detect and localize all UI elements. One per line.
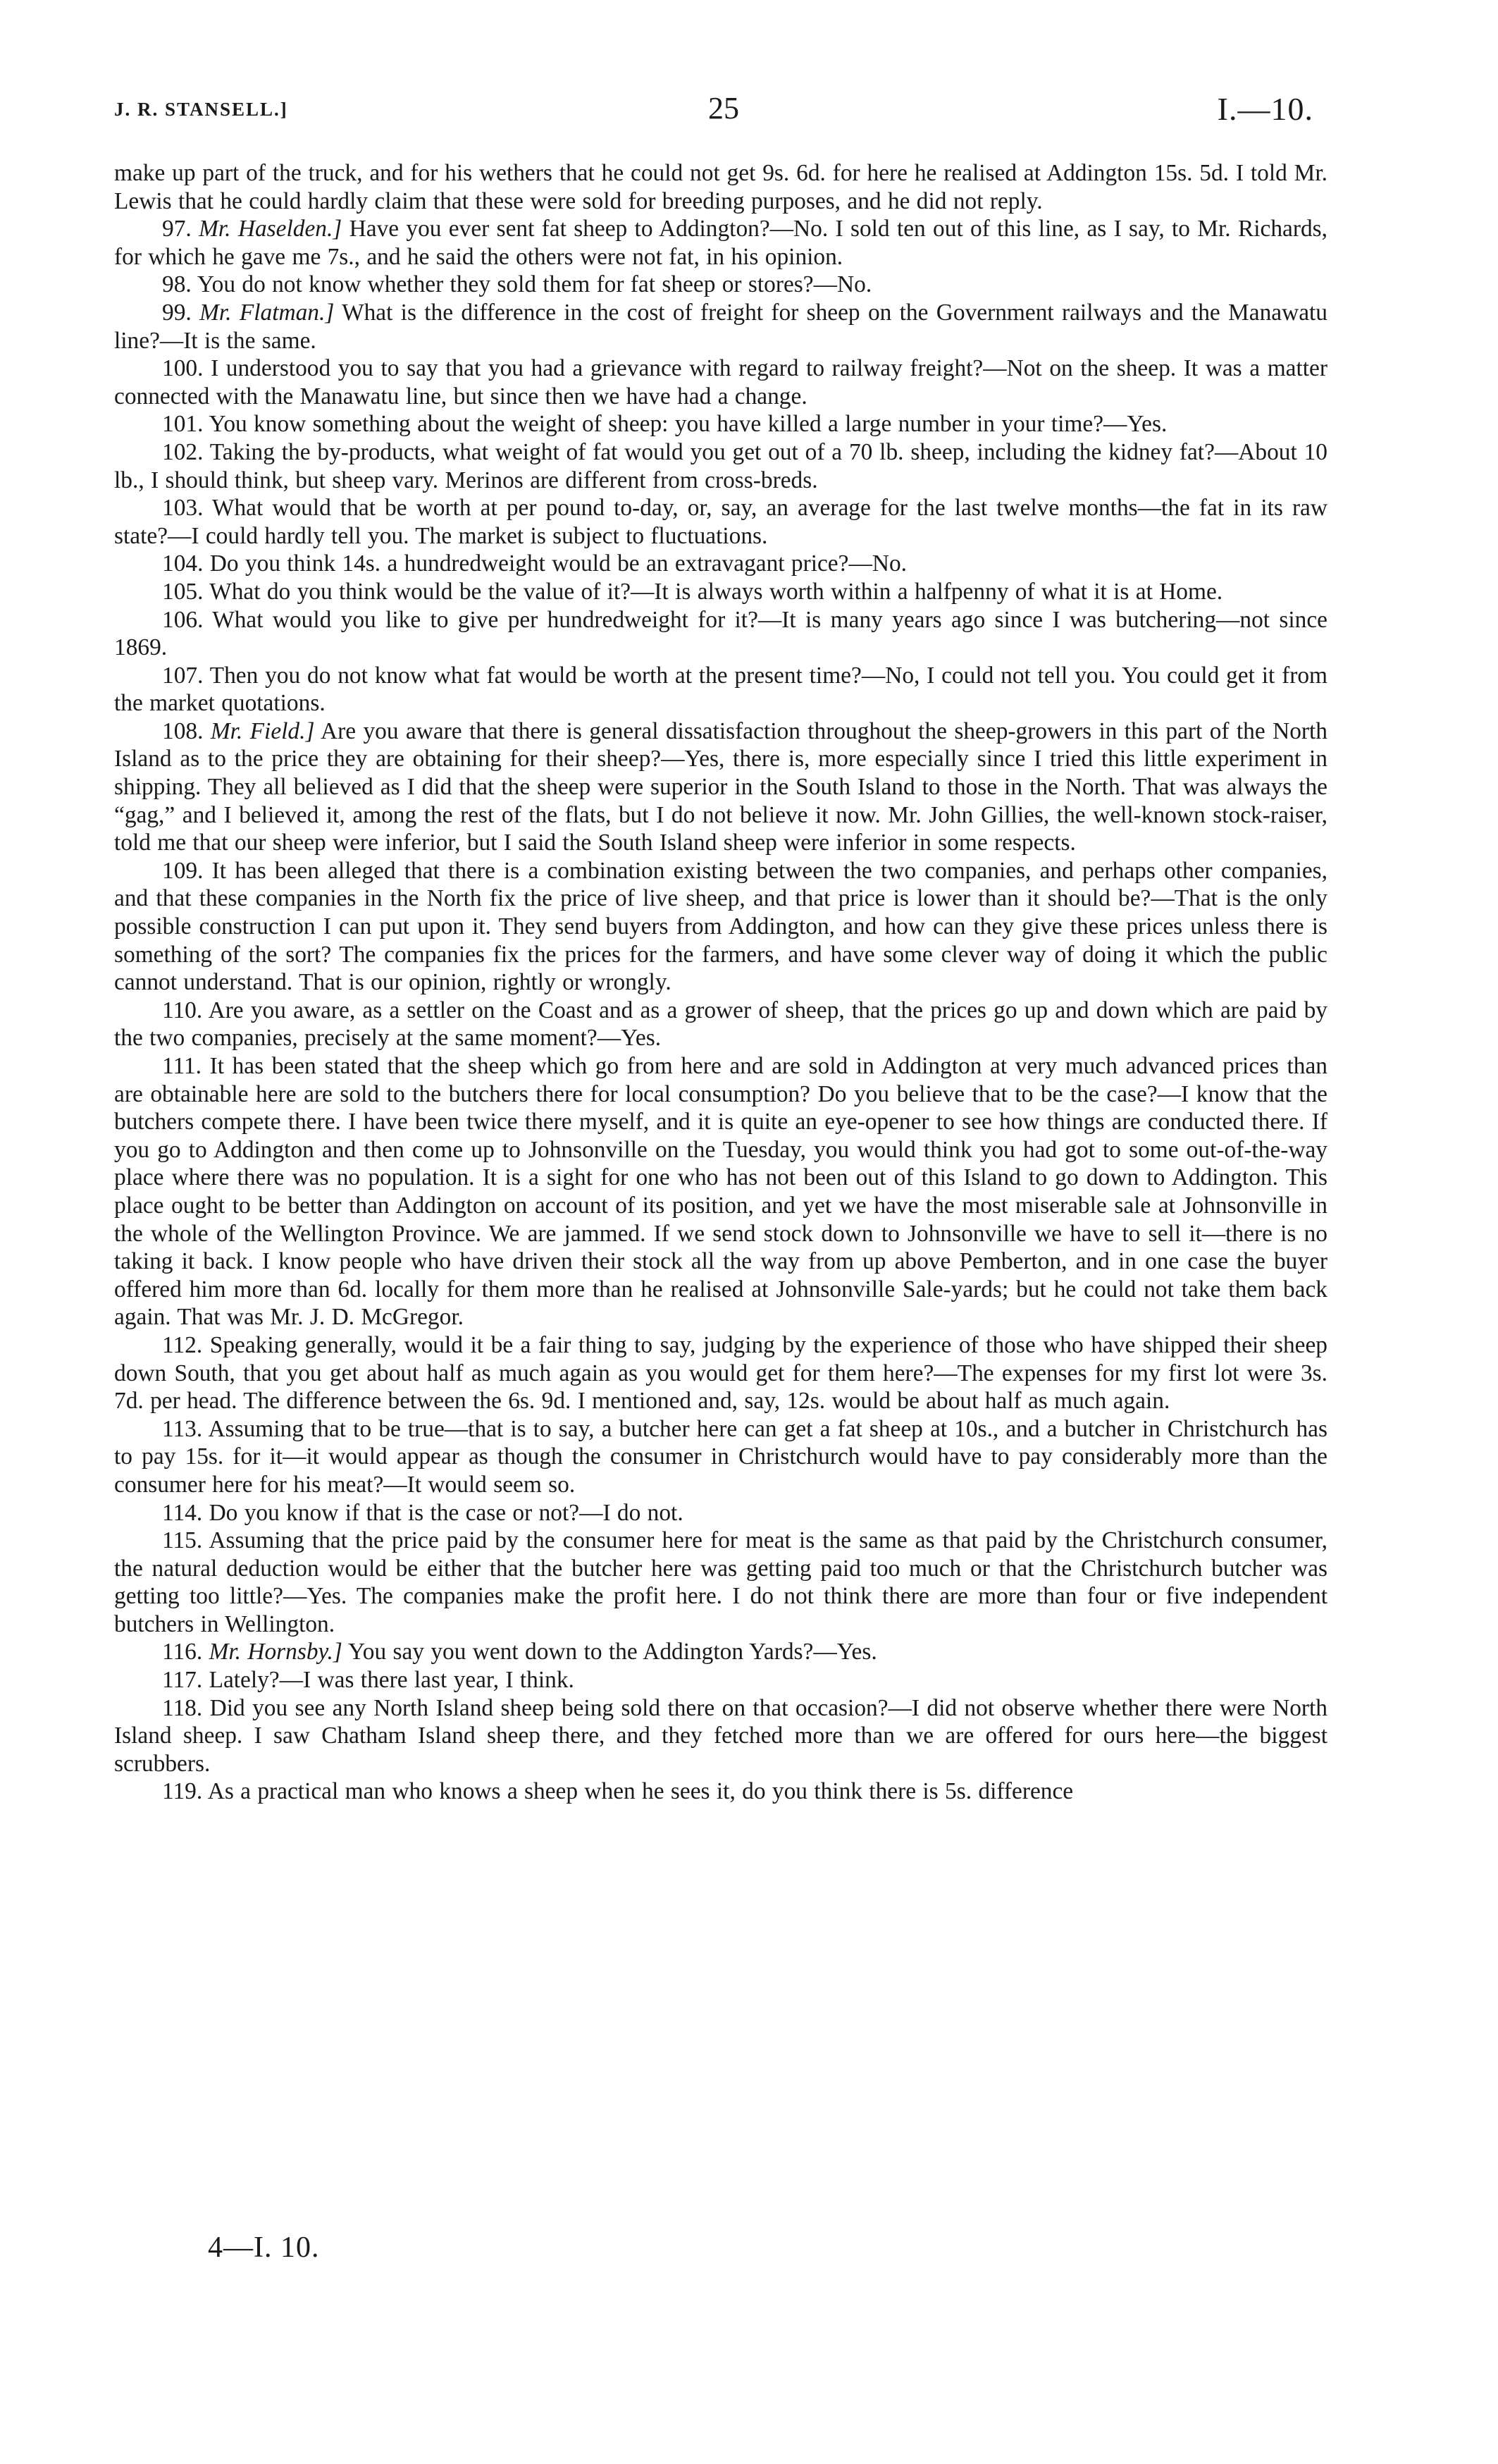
question-number: 105. [162,578,204,605]
testimony-paragraph [114,299,1327,355]
testimony-paragraph [114,438,1327,494]
paragraph-text: You know something about the weight of sheep: you have killed a large number in your time?—Yes. [209,411,1168,438]
testimony-paragraph [114,271,1327,299]
testimony-paragraph [114,1778,1327,1806]
paragraph-text: Do you think 14s. a hundredweight would be an extravagant price?—No. [209,550,907,577]
paragraph-text: Speaking generally, would it be a fair thing to say, judging by the experience of those who have shipped their sheep down South, that you get about half as much again as you would get for them here?—The expenses for my first lot were 3s. 7d. per head. The difference between the 6s. 9d. I mentioned and, say, 12s. would be about half as much again. [114,1331,1327,1415]
question-number: 118. [162,1694,203,1721]
paragraph-text: Did you see any North Island sheep being sold there on that occasion?—I did not observe whether there were North Island sheep. I saw Chatham Island sheep there, and they fetched more than we are offered for ours here—the biggest scrubbers. [114,1694,1328,1777]
question-number: 107. [162,662,204,689]
transcript-body [114,159,1327,1806]
question-number: 112. [162,1331,203,1358]
question-number: 110. [162,997,203,1023]
paragraph-text: make up part of the truck, and for his wethers that he could not get 9s. 6d. for here he realised at Addington 15s. 5d. I told Mr. Lewis that he could hardly claim that these were sold for breeding purposes, and he did not reply. [114,160,1327,214]
question-number: 101. [162,411,204,438]
speaker-name: Mr. Flatman.] [199,299,335,326]
testimony-paragraph [114,662,1327,717]
testimony-paragraph [114,1052,1327,1331]
question-number: 114. [162,1499,203,1526]
paragraph-text: Have you ever sent fat sheep to Addington?—No. I sold ten out of this line, as I say, to Mr. Richards, for which he gave me 7s., and he said the others were not fat, in his opinion. [114,216,1327,270]
testimony-paragraph [114,494,1327,550]
question-number: 102. [162,438,204,465]
testimony-paragraph [114,606,1327,662]
paragraph-text: It has been stated that the sheep which go from here and are sold in Addington at very much advanced prices than are obtainable here are sold to the butchers there for local consumption? Do you believe that to be the case?—I know that the butchers compete there. I have been twice there myself, and it is quite an eye-opener to see how things are conducted there. If you go to Addington and then come up to Johnsonville on the Tuesday, you would think you had got to some out-of-the-way place where there was no population. It is a sight for one who has not been out of this Island to go down to Addington. This place ought to be better than Addington on account of its position, and yet we have the most miserable sale at Johnsonville in the whole of the Wellington Province. We are jammed. If we send stock down to Johnsonville we have to sell it—there is no taking it back. I know people who have driven their stock all the way from up above Pemberton, and in one case the buyer offered him more than 6d. locally for them more than he realised at Johnsonville Sale-yards; but he could not take them back again. That was Mr. J. D. McGregor. [114,1053,1327,1331]
question-number: 109. [162,857,204,884]
testimony-paragraph [114,1415,1327,1499]
testimony-paragraph [114,997,1327,1052]
paragraph-text: What is the difference in the cost of freight for sheep on the Government railways and the Manawatu line?—It is the same. [114,299,1327,354]
question-number: 119. [162,1778,203,1805]
testimony-paragraph [114,159,1327,215]
testimony-paragraph [114,1499,1327,1527]
signature-mark: 4—I. 10. [208,2231,320,2264]
paragraph-text: Are you aware that there is general dissatisfaction throughout the sheep-growers in this part of the North Island as to the price they are obtaining for their sheep?—Yes, there is, more especially since I tried this little experiment in shipping. They all believed as I did that the sheep were superior in the South Island to those in the North. That was always the “gag,” and I believed it, among the rest of the flats, but I do not believe it now. Mr. John Gillies, the well-known stock-raiser, told me that our sheep were inferior, but I said the South Island sheep were inferior in some respects. [114,717,1327,856]
testimony-paragraph [114,355,1327,410]
question-number: 111. [162,1053,202,1079]
paragraph-text: What would you like to give per hundredweight for it?—It is many years ago since I was butchering—not since 1869. [114,606,1327,661]
testimony-paragraph [114,1666,1327,1694]
paragraph-text: As a practical man who knows a sheep when he sees it, do you think there is 5s. difference [207,1778,1074,1805]
question-number: 104. [162,550,204,577]
paragraph-text: You do not know whether they sold them for fat sheep or stores?—No. [197,271,872,298]
question-number: 97. [162,216,192,242]
testimony-paragraph [114,1527,1327,1638]
question-number: 99. [162,299,192,326]
question-number: 98. [162,271,192,298]
paragraph-text: It has been alleged that there is a combination existing between the two companies, and perhaps other companies, and that these companies in the North fix the price of live sheep, and that price is lower than it should be?—That is the only possible construction I can put upon it. They send buyers from Addington, and how can they give these prices unless there is something of the sort? The companies fix the prices for the farmers, and have some clever way of doing it which the public cannot understand. That is our opinion, rightly or wrongly. [114,857,1327,996]
testimony-paragraph [114,550,1327,578]
question-number: 117. [162,1667,203,1694]
paragraph-text: Taking the by-products, what weight of fat would you get out of a 70 lb. sheep, including the kidney fat?—About 10 lb., I should think, but sheep vary. Merinos are different from cross-breds. [114,438,1328,493]
question-number: 108. [162,717,204,744]
question-number: 116. [162,1639,203,1665]
paragraph-text: Do you know if that is the case or not?—I do not. [209,1499,683,1526]
paragraph-text: Lately?—I was there last year, I think. [209,1667,574,1694]
speaker-name: Mr. Field.] [210,717,315,744]
page-number: 25 [708,91,739,125]
testimony-paragraph [114,410,1327,438]
speaker-name: Mr. Haselden.] [199,216,342,242]
testimony-paragraph [114,1331,1327,1415]
question-number: 103. [162,495,204,522]
paragraph-text: Assuming that the price paid by the consumer here for meat is the same as that paid by the Christchurch consumer, the natural deduction would be either that the butcher here was getting paid too much or that the Christchurch butcher was getting too little?—Yes. The companies make the profit here. I do not think there are more than four or five independent butchers in Wellington. [114,1527,1328,1637]
paragraph-text: Are you aware, as a settler on the Coast and as a grower of sheep, that the prices go up and down which are paid by the two companies, precisely at the same moment?—Yes. [114,997,1328,1052]
paragraph-text: I understood you to say that you had a grievance with regard to railway freight?—Not on the sheep. It was a matter connected with the Manawatu line, but since then we have had a change. [114,355,1327,409]
testimony-paragraph [114,717,1327,857]
testimony-paragraph [114,1694,1327,1778]
paragraph-text: Assuming that to be true—that is to say, a butcher here can get a fat sheep at 10s., and a butcher in Christchurch has to pay 15s. for it—it would appear as though the consumer in Christchurch would have to pay considerably more than the consumer here for his meat?—It would seem so. [114,1415,1327,1498]
testimony-paragraph [114,857,1327,997]
page-header [114,90,1313,133]
witness-name: J. R. STANSELL.] [114,99,288,120]
speaker-name: Mr. Hornsby.] [209,1639,342,1665]
paragraph-text: What would that be worth at per pound to-day, or, say, an average for the last twelve months—the fat in its raw state?—I could hardly tell you. The market is subject to fluctuations. [114,495,1327,549]
testimony-paragraph [114,1638,1327,1666]
testimony-paragraph [114,578,1327,606]
question-number: 113. [162,1415,203,1442]
testimony-paragraph [114,215,1327,271]
question-number: 115. [162,1527,203,1554]
paragraph-text: You say you went down to the Addington Yards?—Yes. [347,1639,877,1665]
paragraph-text: What do you think would be the value of it?—It is always worth within a halfpenny of what it is at Home. [209,578,1223,605]
question-number: 100. [162,355,204,382]
question-number: 106. [162,606,204,633]
document-reference: I.—10. [1217,91,1313,127]
paragraph-text: Then you do not know what fat would be worth at the present time?—No, I could not tell you. You could get it from the market quotations. [114,662,1328,717]
